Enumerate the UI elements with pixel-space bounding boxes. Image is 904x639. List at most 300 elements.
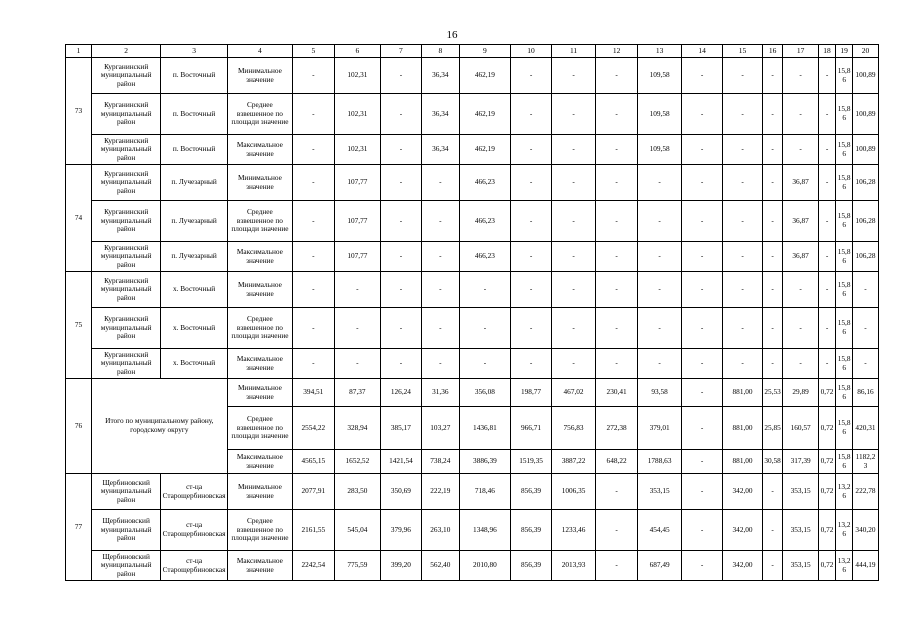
value-cell: - [681,272,722,308]
value-cell: - [595,201,638,242]
header-cell: 16 [762,45,783,58]
row-number-cell: 76 [66,379,92,474]
value-cell: 15,86 [836,450,853,474]
value-cell: - [762,510,783,551]
header-cell: 12 [595,45,638,58]
value-cell: - [421,165,459,201]
value-cell: 462,19 [460,135,511,165]
value-cell: - [783,272,818,308]
value-cell: - [818,272,836,308]
value-cell: - [681,379,722,407]
value-cell: 0,72 [818,510,836,551]
value-cell: 738,24 [421,450,459,474]
value-cell: - [762,242,783,272]
value-cell: 562,40 [421,551,459,581]
value-cell: - [723,94,762,135]
value-cell: 350,69 [381,474,421,510]
value-cell: 15,86 [836,242,853,272]
value-cell: 444,19 [852,551,878,581]
value-cell: - [595,272,638,308]
value-cell: 36,34 [421,58,459,94]
value-cell: - [293,94,334,135]
value-cell: - [552,94,596,135]
value-cell: 2554,22 [293,407,334,450]
row-number-cell: 73 [66,58,92,165]
value-cell: 15,86 [836,58,853,94]
value-cell: 342,00 [723,474,762,510]
value-cell: - [595,308,638,349]
district-cell: Курганинский муниципальный район [91,242,160,272]
value-cell: - [510,58,551,94]
settlement-cell: ст-ца Старощербиновская [161,551,227,581]
district-cell: Курганинский муниципальный район [91,272,160,308]
value-cell: 1421,54 [381,450,421,474]
value-cell: 648,22 [595,450,638,474]
table-row [66,135,879,165]
district-cell: Щербиновский муниципальный район [91,474,160,510]
value-cell: 36,87 [783,242,818,272]
table-row [66,551,879,581]
header-cell: 17 [783,45,818,58]
value-cell: - [293,58,334,94]
value-cell: - [381,272,421,308]
value-cell: 30,58 [762,450,783,474]
value-cell: - [334,349,381,379]
row-number-cell: 74 [66,165,92,272]
header-cell: 8 [421,45,459,58]
value-cell: - [681,165,722,201]
value-cell: - [510,201,551,242]
value-cell: - [818,201,836,242]
value-cell: - [818,94,836,135]
header-row [66,45,879,58]
value-cell: 1436,81 [460,407,511,450]
header-cell: 15 [723,45,762,58]
header-cell: 13 [638,45,682,58]
settlement-cell: х. Восточный [161,349,227,379]
value-cell: 2077,91 [293,474,334,510]
value-cell: - [783,349,818,379]
value-cell: - [421,272,459,308]
value-cell: 420,31 [852,407,878,450]
value-cell: 25,53 [762,379,783,407]
value-cell: 102,31 [334,135,381,165]
value-cell: - [762,272,783,308]
total-label-cell: Итого по муниципальному району, городскому округу [91,379,227,474]
settlement-cell: п. Восточный [161,135,227,165]
district-cell: Курганинский муниципальный район [91,135,160,165]
row-number-cell: 75 [66,272,92,379]
value-cell: - [783,135,818,165]
value-type-cell: Минимальное значение [227,165,292,201]
value-cell: - [293,308,334,349]
value-cell: 2010,80 [460,551,511,581]
district-cell: Щербиновский муниципальный район [91,551,160,581]
value-cell: 107,77 [334,165,381,201]
value-cell: - [510,135,551,165]
value-cell: 4565,15 [293,450,334,474]
value-cell: 102,31 [334,58,381,94]
district-cell: Курганинский муниципальный район [91,349,160,379]
value-cell: - [552,201,596,242]
value-cell: - [334,308,381,349]
value-cell: 3887,22 [552,450,596,474]
value-cell: - [595,135,638,165]
value-cell: - [510,94,551,135]
value-cell: - [552,272,596,308]
value-cell: 856,39 [510,510,551,551]
value-cell: - [381,165,421,201]
value-type-cell: Максимальное значение [227,242,292,272]
value-cell: 15,86 [836,349,853,379]
value-cell: - [293,135,334,165]
value-cell: 230,41 [595,379,638,407]
settlement-cell: ст-ца Старощербиновская [161,474,227,510]
value-cell: 467,02 [552,379,596,407]
table-row [66,58,879,94]
header-cell: 11 [552,45,596,58]
value-cell: 15,86 [836,407,853,450]
value-cell: 856,39 [510,474,551,510]
value-cell: - [460,349,511,379]
value-cell: 379,96 [381,510,421,551]
header-cell: 19 [836,45,853,58]
value-cell: 100,89 [852,94,878,135]
value-cell: 1182,23 [852,450,878,474]
value-cell: 379,01 [638,407,682,450]
value-cell: - [818,135,836,165]
page-number: 16 [446,29,458,41]
value-cell: - [334,272,381,308]
value-cell: 687,49 [638,551,682,581]
value-cell: - [552,135,596,165]
value-cell: 283,50 [334,474,381,510]
value-cell: - [460,272,511,308]
value-cell: - [552,58,596,94]
header-cell: 6 [334,45,381,58]
value-cell: 106,28 [852,201,878,242]
value-cell: 15,86 [836,165,853,201]
table-body [66,58,879,581]
value-cell: 36,87 [783,201,818,242]
value-cell: - [595,242,638,272]
settlement-cell: п. Лучезарный [161,201,227,242]
settlement-cell: х. Восточный [161,272,227,308]
value-cell: - [552,242,596,272]
value-cell: 126,24 [381,379,421,407]
value-cell: 454,45 [638,510,682,551]
value-cell: 0,72 [818,551,836,581]
value-type-cell: Минимальное значение [227,272,292,308]
value-cell: - [381,94,421,135]
value-cell: - [510,308,551,349]
district-cell: Курганинский муниципальный район [91,308,160,349]
value-cell: 0,72 [818,450,836,474]
table-row [66,94,879,135]
value-cell: - [293,272,334,308]
value-cell: - [381,58,421,94]
value-cell: - [510,272,551,308]
value-cell: - [818,242,836,272]
value-cell: - [762,135,783,165]
value-cell: 394,51 [293,379,334,407]
value-cell: 222,78 [852,474,878,510]
value-cell: - [723,165,762,201]
value-cell: - [681,308,722,349]
value-cell: - [595,94,638,135]
value-cell: - [818,58,836,94]
value-cell: - [381,242,421,272]
value-cell: - [293,165,334,201]
value-cell: 15,86 [836,272,853,308]
settlement-cell: п. Лучезарный [161,165,227,201]
value-cell: - [595,474,638,510]
settlement-cell: п. Восточный [161,94,227,135]
value-cell: 100,89 [852,58,878,94]
value-cell: 342,00 [723,551,762,581]
value-cell: - [723,58,762,94]
value-cell: 353,15 [783,551,818,581]
value-cell: 353,15 [638,474,682,510]
value-cell: 93,58 [638,379,682,407]
table-row [66,201,879,242]
table-row [66,379,879,407]
header-cell: 2 [91,45,160,58]
header-cell: 4 [227,45,292,58]
settlement-cell: п. Лучезарный [161,242,227,272]
value-cell: - [681,510,722,551]
value-type-cell: Максимальное значение [227,135,292,165]
header-cell: 9 [460,45,511,58]
value-cell: - [783,308,818,349]
value-cell: 87,37 [334,379,381,407]
value-cell: - [681,94,722,135]
value-cell: 0,72 [818,407,836,450]
value-cell: 13,26 [836,474,853,510]
header-cell: 14 [681,45,722,58]
value-cell: - [762,165,783,201]
table-row [66,349,879,379]
value-cell: - [421,242,459,272]
value-cell: 356,08 [460,379,511,407]
settlement-cell: х. Восточный [161,308,227,349]
value-cell: 2013,93 [552,551,596,581]
value-cell: - [595,165,638,201]
table-row [66,242,879,272]
value-cell: 102,31 [334,94,381,135]
value-cell: 107,77 [334,242,381,272]
value-type-cell: Среднее взвешенное по площади значение [227,308,292,349]
table-row [66,474,879,510]
value-cell: 0,72 [818,474,836,510]
value-cell: - [762,201,783,242]
value-type-cell: Минимальное значение [227,474,292,510]
value-cell: - [818,349,836,379]
value-cell: 107,77 [334,201,381,242]
value-cell: 109,58 [638,94,682,135]
value-cell: 1233,46 [552,510,596,551]
value-cell: 109,58 [638,135,682,165]
district-cell: Курганинский муниципальный район [91,165,160,201]
value-cell: - [723,308,762,349]
table-row [66,272,879,308]
value-cell: 756,83 [552,407,596,450]
value-type-cell: Среднее взвешенное по площади значение [227,201,292,242]
value-type-cell: Максимальное значение [227,551,292,581]
header-cell: 20 [852,45,878,58]
value-cell: 15,86 [836,94,853,135]
value-cell: - [510,349,551,379]
value-cell: - [762,58,783,94]
value-cell: - [638,242,682,272]
value-cell: 263,10 [421,510,459,551]
value-cell: - [818,165,836,201]
value-cell: - [762,349,783,379]
value-cell: - [552,349,596,379]
value-cell: 36,87 [783,165,818,201]
value-cell: 1652,52 [334,450,381,474]
value-type-cell: Максимальное значение [227,450,292,474]
value-cell: - [723,242,762,272]
value-cell: - [818,308,836,349]
value-cell: - [762,308,783,349]
value-type-cell: Среднее взвешенное по площади значение [227,94,292,135]
value-cell: - [681,349,722,379]
value-cell: 2242,54 [293,551,334,581]
value-cell: 15,86 [836,135,853,165]
data-table [65,44,879,581]
value-cell: 466,23 [460,165,511,201]
value-cell: 775,59 [334,551,381,581]
value-cell: - [381,135,421,165]
value-cell: - [293,242,334,272]
value-cell: - [595,349,638,379]
value-cell: - [381,308,421,349]
value-cell: - [681,242,722,272]
value-cell: - [595,58,638,94]
value-cell: - [510,165,551,201]
value-cell: 15,86 [836,379,853,407]
value-cell: - [552,308,596,349]
value-cell: 0,72 [818,379,836,407]
value-cell: 328,94 [334,407,381,450]
value-cell: 2161,55 [293,510,334,551]
value-type-cell: Среднее взвешенное по площади значение [227,407,292,450]
value-cell: - [421,201,459,242]
value-type-cell: Минимальное значение [227,379,292,407]
value-cell: - [510,242,551,272]
value-cell: 353,15 [783,474,818,510]
value-cell: 29,89 [783,379,818,407]
value-cell: 466,23 [460,242,511,272]
value-cell: - [783,94,818,135]
value-cell: - [723,135,762,165]
value-cell: - [681,407,722,450]
header-cell: 1 [66,45,92,58]
value-cell: 342,00 [723,510,762,551]
value-cell: 31,36 [421,379,459,407]
value-cell: 106,28 [852,165,878,201]
header-cell: 7 [381,45,421,58]
district-cell: Щербиновский муниципальный район [91,510,160,551]
value-cell: - [681,474,722,510]
value-cell: 1519,35 [510,450,551,474]
value-cell: - [293,349,334,379]
value-cell: 103,27 [421,407,459,450]
value-cell: 25,85 [762,407,783,450]
value-cell: - [762,551,783,581]
value-cell: - [762,474,783,510]
value-cell: - [681,450,722,474]
value-cell: 966,71 [510,407,551,450]
district-cell: Курганинский муниципальный район [91,94,160,135]
value-cell: 545,04 [334,510,381,551]
value-cell: - [638,165,682,201]
value-cell: 13,26 [836,510,853,551]
value-cell: 15,86 [836,201,853,242]
value-cell: - [638,308,682,349]
value-cell: - [638,349,682,379]
value-cell: 15,86 [836,308,853,349]
value-cell: - [421,308,459,349]
value-cell: 462,19 [460,94,511,135]
value-cell: 86,16 [852,379,878,407]
value-cell: - [681,551,722,581]
header-cell: 5 [293,45,334,58]
table-row [66,510,879,551]
value-cell: 198,77 [510,379,551,407]
value-cell: 36,34 [421,135,459,165]
value-cell: - [762,94,783,135]
value-type-cell: Минимальное значение [227,58,292,94]
value-cell: - [852,308,878,349]
value-cell: - [681,201,722,242]
district-cell: Курганинский муниципальный район [91,58,160,94]
header-cell: 18 [818,45,836,58]
value-cell: 272,38 [595,407,638,450]
value-cell: 881,00 [723,379,762,407]
value-cell: 3886,39 [460,450,511,474]
table-row [66,165,879,201]
value-cell: - [852,272,878,308]
value-cell: - [681,58,722,94]
value-cell: 1006,35 [552,474,596,510]
value-cell: 222,19 [421,474,459,510]
value-cell: 317,39 [783,450,818,474]
table-row [66,308,879,349]
value-cell: 385,17 [381,407,421,450]
value-cell: 109,58 [638,58,682,94]
value-cell: 13,26 [836,551,853,581]
value-cell: 856,39 [510,551,551,581]
header-cell: 10 [510,45,551,58]
value-cell: - [852,349,878,379]
district-cell: Курганинский муниципальный район [91,201,160,242]
row-number-cell: 77 [66,474,92,581]
value-cell: - [381,349,421,379]
value-type-cell: Максимальное значение [227,349,292,379]
value-cell: - [381,201,421,242]
value-cell: - [723,272,762,308]
value-cell: - [421,349,459,379]
settlement-cell: п. Восточный [161,58,227,94]
value-cell: 160,57 [783,407,818,450]
value-cell: - [293,201,334,242]
value-cell: 881,00 [723,407,762,450]
value-cell: - [681,135,722,165]
value-cell: 881,00 [723,450,762,474]
value-cell: 100,89 [852,135,878,165]
